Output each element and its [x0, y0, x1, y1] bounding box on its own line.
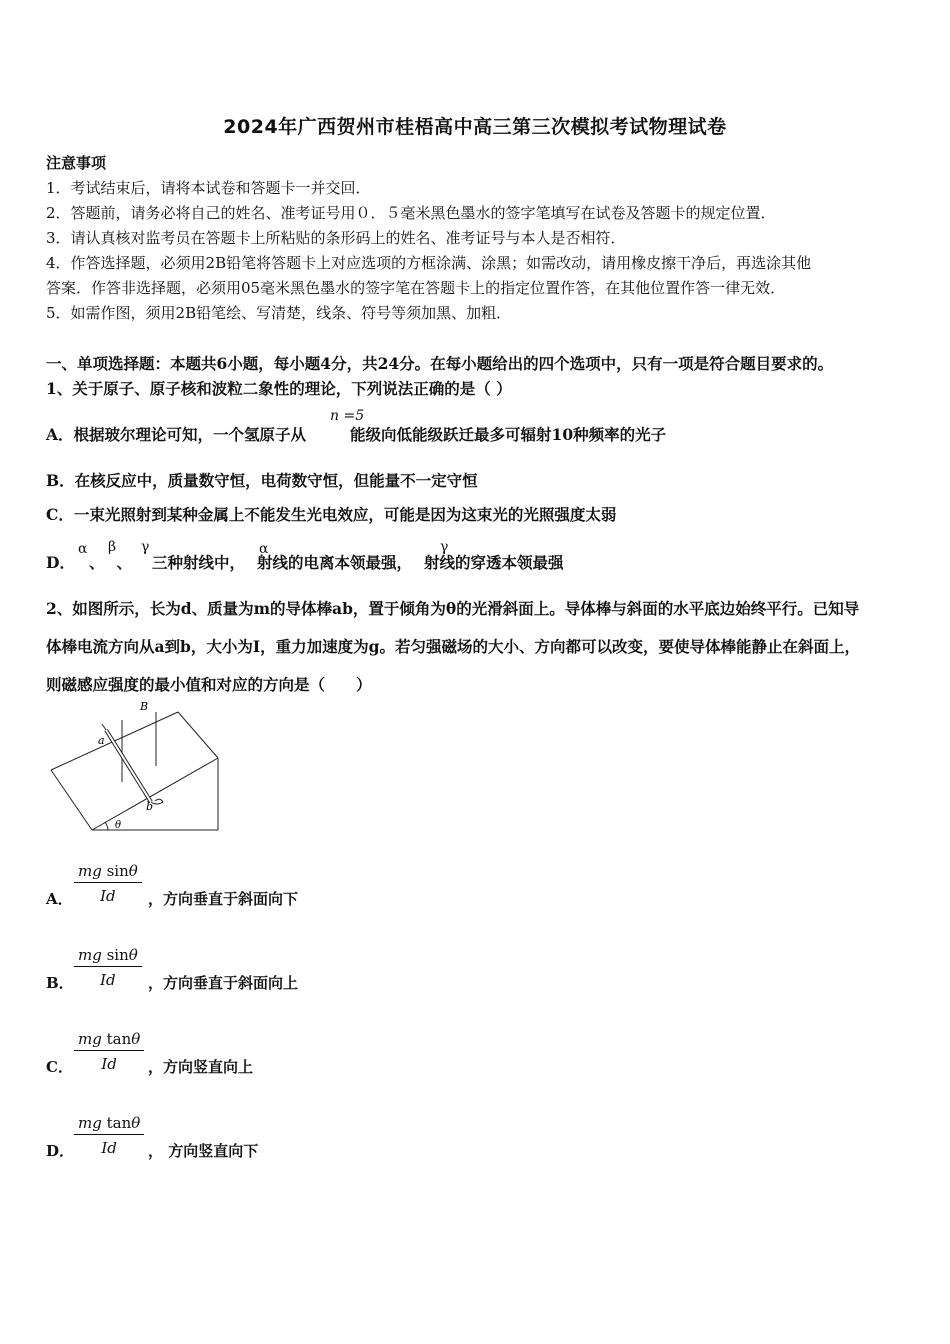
label-b-end: b [146, 800, 154, 813]
formula-n-equals-5: n =5 [330, 408, 365, 424]
q2-option-a-text: ，方向垂直于斜面向下 [148, 890, 299, 908]
gamma-symbol: γ [440, 539, 449, 555]
gamma-symbol: γ [141, 539, 150, 555]
inclined-plane-diagram [46, 698, 226, 838]
option-label: B． [46, 471, 75, 490]
option-text: 射线的穿透本领最强 [424, 553, 564, 572]
notice-item: 答案．作答非选择题，必须用05毫米黑色墨水的签字笔在答题卡上的指定位置作答，在其他位置作答一律无效． [46, 279, 786, 297]
q1-option-a [46, 423, 666, 445]
notice-item: 2．答题前，请务必将自己的姓名、准考证号用０．５毫米黑色墨水的签字笔填写在试卷及答题卡的规定位置． [46, 204, 776, 222]
slope-front-edge [92, 758, 218, 830]
q2-option-a-label: A． [46, 890, 73, 908]
separator: 、 [88, 553, 105, 572]
option-text: 根据玻尔理论可知，一个氢原子从 [73, 425, 307, 444]
label-theta: θ [115, 820, 122, 831]
exam-title: 2024年广西贺州市桂梧高中高三第三次模拟考试物理试卷 [223, 116, 727, 138]
q2-option-b-text: ，方向垂直于斜面向上 [148, 974, 299, 992]
option-text: 射线的电离本领最强， [257, 553, 413, 572]
slope-left-edge [51, 770, 92, 830]
label-b-field: B [140, 700, 149, 713]
notice-heading: 注意事项 [46, 154, 107, 172]
q1-option-c [46, 503, 616, 525]
notice-item: 3．请认真核对监考员在答题卡上所粘贴的条形码上的姓名、准考证号与本人是否相符． [46, 229, 626, 247]
fraction-mg-sin-over-id: $\frac{\text{mg sinθ}}{Id}$ [74, 862, 142, 905]
alpha-symbol: α [78, 541, 88, 557]
theta-arc [105, 822, 108, 830]
label-a: a [98, 734, 105, 747]
option-label: A． [46, 425, 74, 444]
option-label: C． [46, 505, 74, 524]
slope-right-edge [178, 712, 218, 758]
option-text: 一束光照射到某种金属上不能发生光电效应，可能是因为这束光的光照强度太弱 [73, 505, 617, 524]
q1-stem: 1、关于原子、原子核和波粒二象性的理论，下列说法正确的是（ ） [46, 379, 512, 398]
q2-option-d-text: ， 方向竖直向下 [148, 1142, 259, 1160]
notice-item: 1．考试结束后，请将本试卷和答题卡一并交回． [46, 179, 371, 197]
option-label: D． [46, 553, 75, 572]
q2-stem-line: 体棒电流方向从a到b，大小为I，重力加速度为g。若匀强磁场的大小、方向都可以改变，要使导体棒能静止在斜面上， [46, 637, 860, 656]
q2-option-d-label: D． [46, 1142, 75, 1160]
q2-stem-line: 则磁感应强度的最小值和对应的方向是（ ） [46, 675, 372, 694]
section-heading: 一、单项选择题：本题共6小题，每小题4分，共24分。在每小题给出的四个选项中，只有一项是符合题目要求的。 [46, 354, 834, 373]
beta-symbol: β [108, 539, 117, 555]
fraction-mg-sin-over-id: $\frac{\text{mg sinθ}}{Id}$ [74, 946, 142, 989]
notice-item: 5．如需作图，须用2B铅笔绘、写清楚，线条、符号等须加黑、加粗． [46, 304, 512, 322]
q2-stem-line: 2、如图所示，长为d、质量为m的导体棒ab，置于倾角为θ的光滑斜面上。导体棒与斜面的水平底边始终平行。已知导 [46, 599, 860, 618]
alpha-symbol: α [259, 541, 269, 557]
q1-option-b [46, 469, 478, 491]
q2-option-c-text: ，方向竖直向上 [148, 1058, 254, 1076]
q1-option-d [46, 551, 564, 573]
fraction-mg-tan-over-id: $\frac{\text{mg tanθ}}{Id}$ [74, 1030, 144, 1073]
option-text: 在核反应中，质量数守恒，电荷数守恒，但能量不一定守恒 [74, 471, 478, 490]
option-text: 三种射线中， [151, 553, 245, 572]
separator: 、 [116, 553, 132, 572]
q2-option-c-label: C． [46, 1058, 73, 1076]
q2-option-b-label: B． [46, 974, 74, 992]
option-text: 能级向低能级跃迁最多可辐射10种频率的光子 [350, 425, 667, 444]
fraction-mg-tan-over-id: $\frac{\text{mg tanθ}}{Id}$ [74, 1114, 144, 1157]
notice-item: 4．作答选择题，必须用2B铅笔将答题卡上对应选项的方框涂满、涂黑；如需改动，请用橡皮擦干净后，再选涂其他 [46, 254, 812, 272]
